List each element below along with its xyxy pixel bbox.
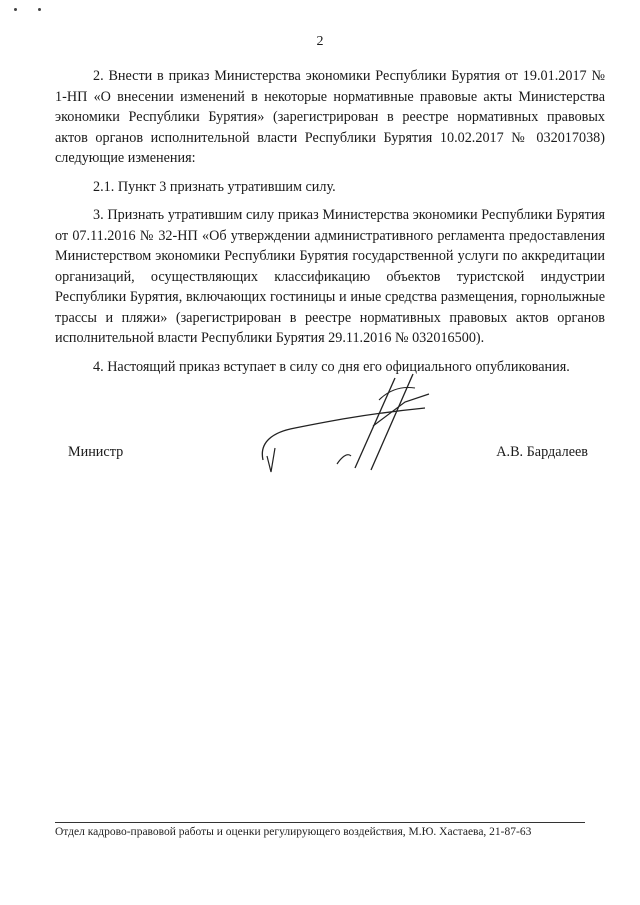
- signer-title: Министр: [68, 444, 124, 460]
- paragraph-item-3: 3. Признать утратившим силу приказ Министерства экономики Республики Бурятия от 07.11.2016 № 32-НП «Об утверждении административного регламента предоставления Министерством экономики Республики Бурятия государственной услуги по аккредитации организаций, осуществляющих классификацию объектов туристской индустрии Республики Бурятия, включающих гостиницы и иные средства размещения, горнолыжные трассы и пляжи» (зарегистрирован в реестре нормативных правовых актов органов исполнительной власти Республики Бурятия 29.11.2016 № 032016500).: [55, 207, 605, 346]
- paragraph-item-4: 4. Настоящий приказ вступает в силу со дня его официального опубликования.: [93, 358, 570, 375]
- page-number: 2: [316, 34, 324, 49]
- document-body: [55, 66, 605, 377]
- footer-contact: Отдел кадрово-правовой работы и оценки регулирующего воздействия, М.Ю. Хастаева, 21-87-63: [55, 826, 532, 838]
- footer-divider: [55, 822, 585, 823]
- scan-artifact: [14, 8, 17, 11]
- paragraph-item-2: 2. Внести в приказ Министерства экономики Республики Бурятия от 19.01.2017 № 1-НП «О внесении изменений в некоторые нормативные правовые акты Министерства экономики Республики Бурятия» (зарегистрирован в реестре нормативных правовых актов органов исполнительной власти Республики Бурятия 10.02.2017 № 032017038) следующие изменения:: [55, 68, 605, 166]
- signer-name: А.В. Бардалеев: [496, 444, 588, 460]
- handwritten-signature: [255, 372, 435, 477]
- paragraph-item-2-1: 2.1. Пункт 3 признать утратившим силу.: [93, 178, 336, 195]
- scan-artifact: [38, 8, 41, 11]
